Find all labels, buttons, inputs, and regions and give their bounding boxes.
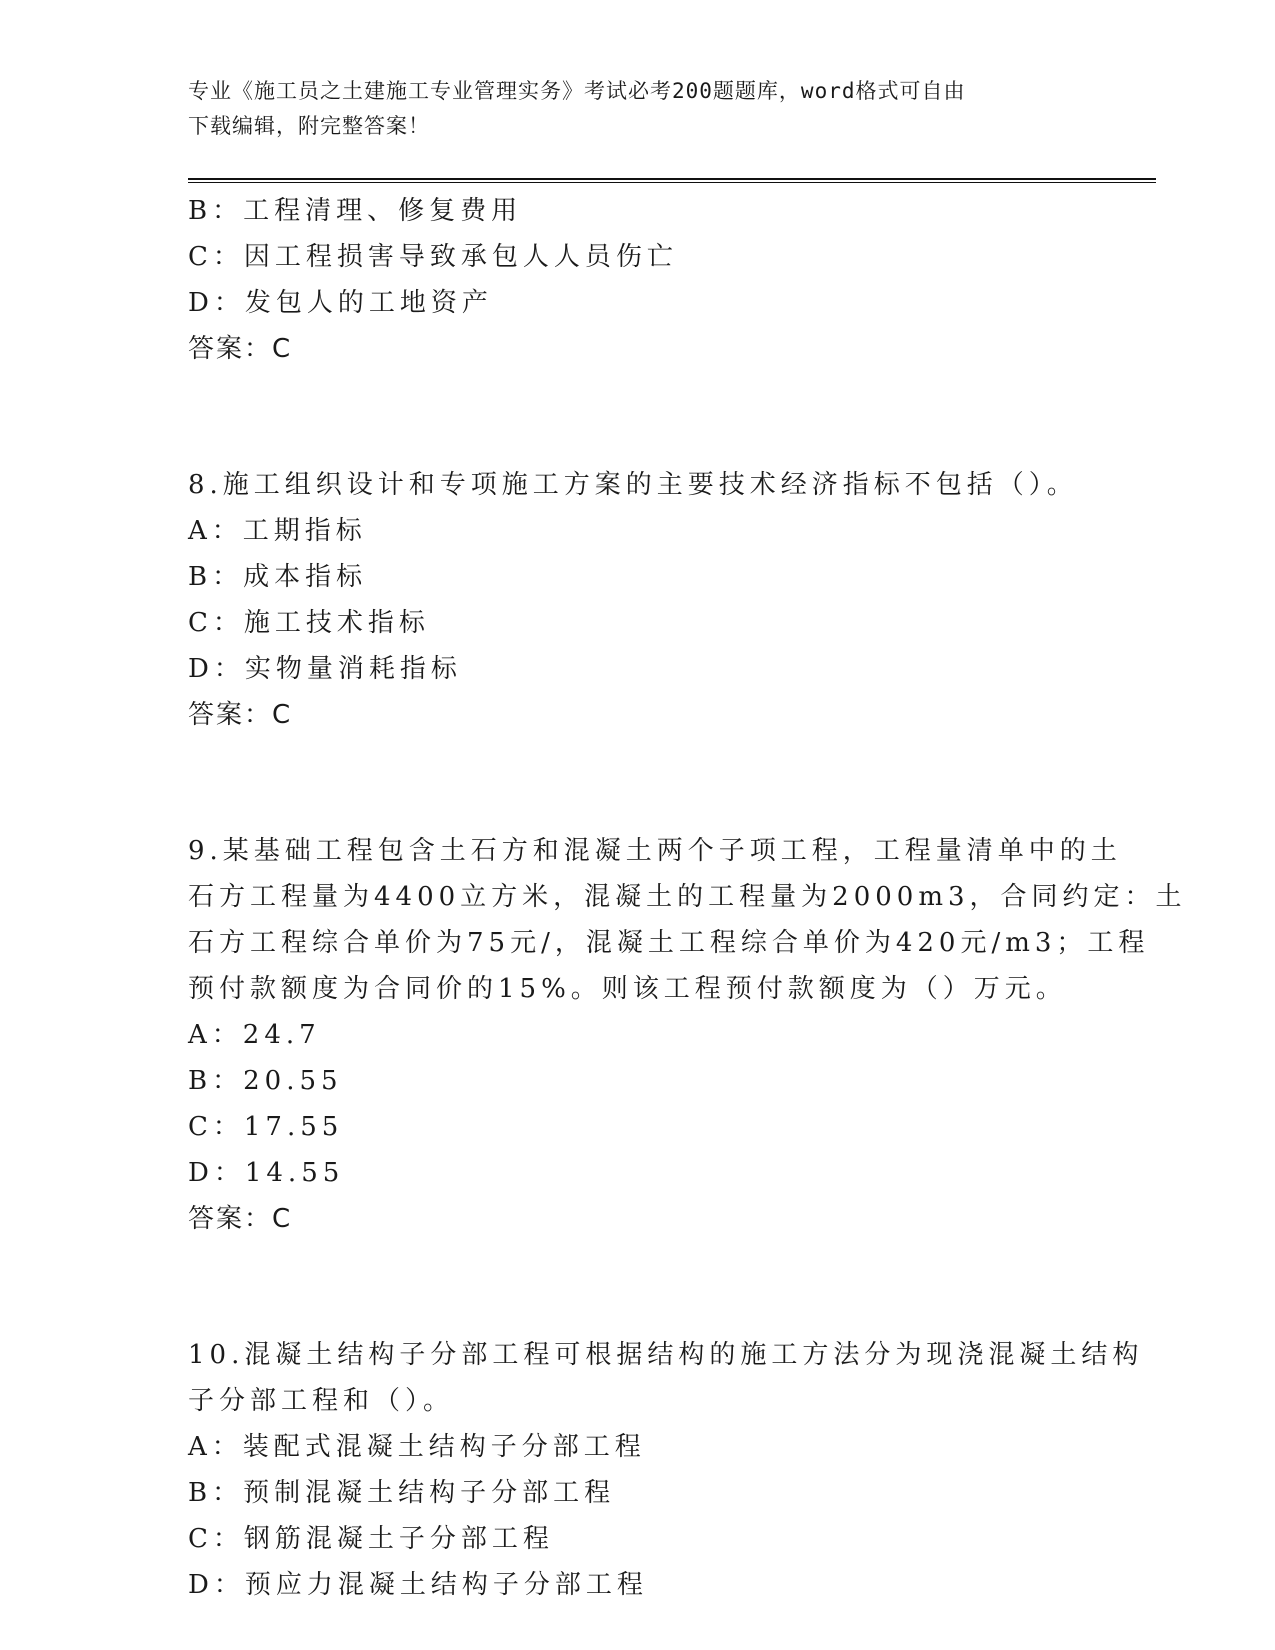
question-gap: [188, 738, 1088, 828]
question-text-line: 石方工程量为4400立方米，混凝土的工程量为2000m3，合同约定：土: [188, 882, 1187, 912]
option-b: B：成本指标: [188, 562, 368, 592]
answer-line: 答案：C: [188, 1204, 293, 1234]
header-line-1: 专业《施工员之土建施工专业管理实务》考试必考200题题库，word格式可自由: [188, 79, 966, 103]
option-a: A：24.7: [188, 1020, 321, 1050]
question-text: 8.施工组织设计和专项施工方案的主要技术经济指标不包括（）。: [188, 470, 1078, 500]
answer-line: 答案：C: [188, 334, 293, 364]
question-text-line: 9.某基础工程包含土石方和混凝土两个子项工程，工程量清单中的土: [188, 836, 1122, 866]
option-c: C：钢筋混凝土子分部工程: [188, 1524, 554, 1554]
option-a: A：工期指标: [188, 516, 367, 546]
document-header: [188, 74, 1088, 144]
header-rule-thick: [188, 178, 1156, 180]
option-b: B：工程清理、修复费用: [188, 196, 523, 226]
question-text-line: 子分部工程和（）。: [188, 1386, 455, 1416]
answer-line: 答案：C: [188, 700, 293, 730]
question-text-line: 10.混凝土结构子分部工程可根据结构的施工方法分为现浇混凝土结构: [188, 1340, 1144, 1370]
question-7-continuation: [188, 188, 1088, 372]
option-b: B：20.55: [188, 1066, 343, 1096]
option-b: B：预制混凝土结构子分部工程: [188, 1478, 616, 1508]
question-list: [188, 188, 1187, 1608]
question-8: [188, 462, 1088, 738]
option-c: C：施工技术指标: [188, 608, 430, 638]
question-text-line: 石方工程综合单价为75元/，混凝土工程综合单价为420元/m3；工程: [188, 928, 1150, 958]
question-9: [188, 828, 1187, 1242]
question-text-line: 预付款额度为合同价的15%。则该工程预付款额度为（）万元。: [188, 974, 1067, 1004]
header-line-2: 下载编辑，附完整答案！: [188, 114, 430, 138]
question-10: [188, 1332, 1144, 1608]
option-d: D：14.55: [188, 1158, 345, 1188]
option-a: A：装配式混凝土结构子分部工程: [188, 1432, 646, 1462]
question-gap: [188, 372, 1088, 462]
question-gap: [188, 1242, 1088, 1332]
option-d: D：发包人的工地资产: [188, 288, 493, 318]
header-rule-thin: [188, 182, 1156, 183]
option-d: D：预应力混凝土结构子分部工程: [188, 1570, 648, 1600]
option-c: C：因工程损害导致承包人人员伤亡: [188, 242, 678, 272]
option-c: C：17.55: [188, 1112, 344, 1142]
option-d: D：实物量消耗指标: [188, 654, 462, 684]
